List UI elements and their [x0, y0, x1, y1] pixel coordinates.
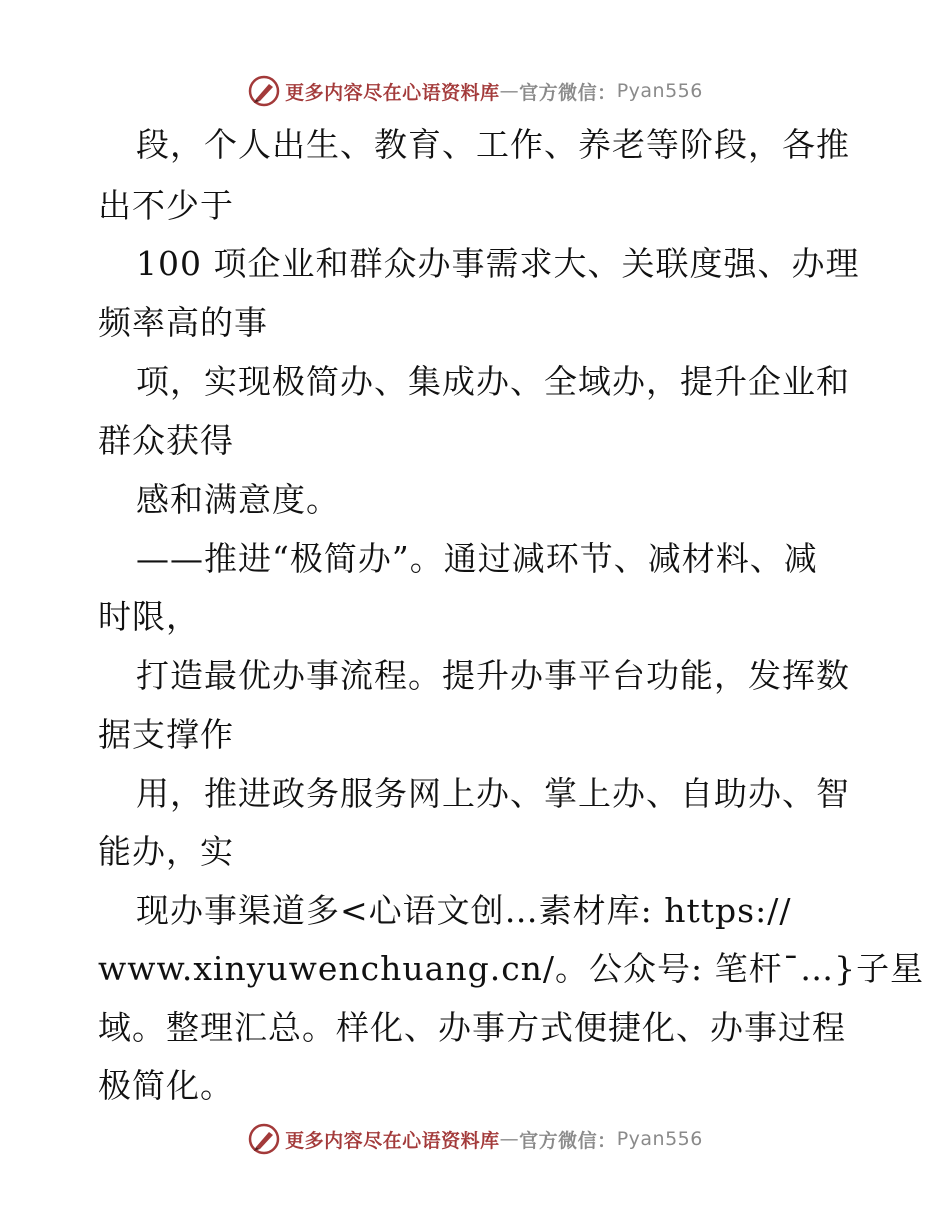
banner-wechat-id: Pyan556	[616, 80, 703, 102]
body-line: 用，推进政务服务网上办、掌上办、自助办、智	[136, 774, 850, 813]
body-line: 出不少于	[98, 186, 234, 225]
footer-banner-separator: —	[499, 1128, 520, 1150]
banner-wechat-label: 官方微信：	[519, 81, 617, 104]
pen-logo-icon	[247, 74, 281, 108]
body-line: 极简化。	[98, 1066, 234, 1105]
header-banner	[0, 71, 950, 111]
body-line: 项，实现极简办、集成办、全域办，提升企业和	[136, 362, 850, 401]
footer-banner-wechat-id: Pyan556	[616, 1128, 703, 1150]
body-line: 现办事渠道多<心语文创…素材库: https://	[136, 891, 792, 930]
banner-separator: —	[499, 80, 520, 102]
body-line: 域。整理汇总。样化、办事方式便捷化、办事过程	[98, 1008, 846, 1047]
body-line: 感和满意度。	[136, 480, 340, 519]
footer-banner-wechat-label: 官方微信：	[519, 1129, 617, 1152]
body-line: 100 项企业和群众办事需求大、关联度强、办理	[136, 244, 860, 283]
body-line: 能办，实	[98, 832, 234, 871]
footer-banner	[0, 1119, 950, 1159]
body-line: 频率高的事	[98, 303, 268, 342]
body-line: www.xinyuwenchuang.cn/。公众号: 笔杆¯…}子星	[98, 949, 925, 988]
body-line: ——推进“极简办”。通过减环节、减材料、减	[136, 539, 818, 578]
banner-title: 更多内容尽在心语资料库	[285, 81, 500, 104]
pen-logo-icon	[247, 1122, 281, 1156]
body-line: 段，个人出生、教育、工作、养老等阶段，各推	[136, 125, 850, 164]
body-line: 群众获得	[98, 421, 234, 460]
body-line: 打造最优办事流程。提升办事平台功能，发挥数	[136, 656, 850, 695]
footer-banner-title: 更多内容尽在心语资料库	[285, 1129, 500, 1152]
body-line: 据支撑作	[98, 715, 234, 754]
body-line: 时限，	[98, 597, 200, 636]
